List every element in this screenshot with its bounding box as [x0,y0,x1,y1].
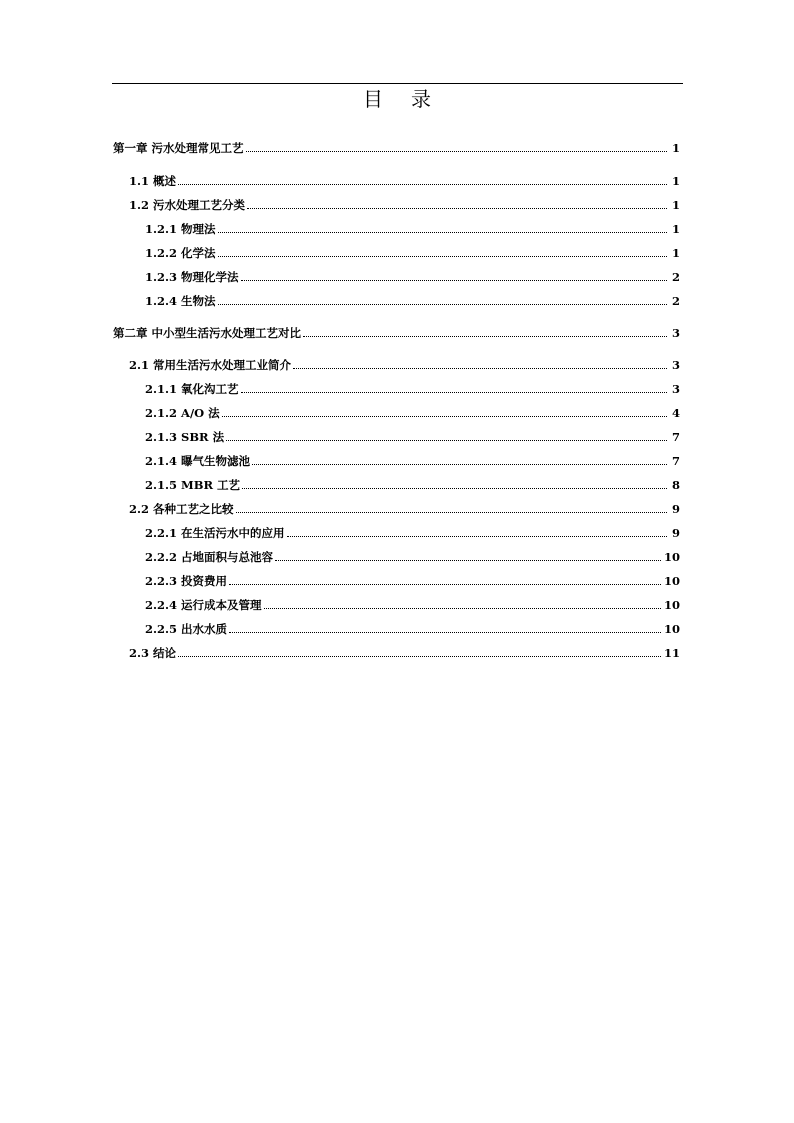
dot-leader [303,336,667,337]
toc-entry-page-number: 7 [671,454,680,468]
toc-entry-label: 第一章 污水处理常见工艺 [113,141,244,155]
title-char-2: 录 [411,87,431,111]
dot-leader [242,488,667,489]
toc-entry-page-number: 3 [671,382,680,396]
toc-entry[interactable] [145,621,680,637]
toc-entry-label: 1.2.2 化学法 [145,246,216,260]
toc-entry[interactable] [145,381,680,397]
toc-entry-page-number: 1 [671,246,680,260]
toc-entry-label: 2.2.5 出水水质 [145,622,228,636]
toc-entry-page-number: 8 [671,478,680,492]
toc-entry[interactable] [145,293,680,309]
toc-entry-label: 第二章 中小型生活污水处理工艺对比 [113,326,302,340]
dot-leader [218,232,667,233]
dot-leader [226,440,667,441]
toc-entry-label: 2.1.2 A/O 法 [145,406,220,420]
toc-entry[interactable] [145,405,680,421]
toc-entry-page-number: 3 [671,326,680,340]
toc-entry[interactable] [145,429,680,445]
dot-leader [246,151,667,152]
dot-leader [218,256,667,257]
toc-entry[interactable] [145,477,680,493]
title-char-1: 目 [363,87,383,111]
dot-leader [247,208,667,209]
toc-entry-label: 2.1 常用生活污水处理工业简介 [129,358,292,372]
toc-entry-label: 1.2.3 物理化学法 [145,270,239,284]
toc-entry-page-number: 3 [671,358,680,372]
dot-leader [236,512,667,513]
page-title [0,86,794,112]
toc-entry[interactable] [129,173,680,189]
toc-entry-page-number: 1 [671,174,680,188]
toc-entry-page-number: 9 [671,526,680,540]
dot-leader [241,392,667,393]
toc-entry-page-number: 10 [663,622,680,636]
toc-entry[interactable] [145,221,680,237]
dot-leader [229,632,661,633]
toc-entry[interactable] [129,645,680,661]
toc-entry-page-number: 4 [671,406,680,420]
dot-leader [178,184,667,185]
toc-entry-label: 1.2.4 生物法 [145,294,216,308]
dot-leader [229,584,661,585]
toc-entry-page-number: 10 [663,598,680,612]
toc-entry-label: 2.1.1 氧化沟工艺 [145,382,239,396]
toc-entry-label: 1.1 概述 [129,174,177,188]
toc-entry[interactable] [129,501,680,517]
toc-entry[interactable] [129,197,680,213]
toc-entry-page-number: 7 [671,430,680,444]
toc-entry-page-number: 1 [671,222,680,236]
toc-entry[interactable] [145,597,680,613]
toc-entry-page-number: 10 [663,550,680,564]
dot-leader [293,368,667,369]
toc-entry-label: 2.2.1 在生活污水中的应用 [145,526,285,540]
toc-entry-page-number: 10 [663,574,680,588]
toc-entry[interactable] [113,325,680,341]
toc-entry-page-number: 9 [671,502,680,516]
toc-entry-label: 2.2.4 运行成本及管理 [145,598,262,612]
toc-entry[interactable] [145,453,680,469]
toc-entry[interactable] [129,357,680,373]
toc-entry-page-number: 2 [671,270,680,284]
toc-entry-page-number: 1 [671,198,680,212]
toc-entry-label: 2.1.4 曝气生物滤池 [145,454,251,468]
toc-entry-label: 2.2.3 投资费用 [145,574,228,588]
toc-entry[interactable] [145,549,680,565]
toc-entry-label: 1.2 污水处理工艺分类 [129,198,246,212]
dot-leader [252,464,667,465]
toc-entry-label: 1.2.1 物理法 [145,222,216,236]
toc-entry[interactable] [145,573,680,589]
toc-entry[interactable] [145,269,680,285]
toc-entry-label: 2.3 结论 [129,646,177,660]
toc-entry-page-number: 2 [671,294,680,308]
toc-entry[interactable] [145,525,680,541]
header-rule [112,83,683,84]
toc-entry-label: 2.1.5 MBR 工艺 [145,478,241,492]
toc-entry-label: 2.1.3 SBR 法 [145,430,225,444]
dot-leader [275,560,661,561]
dot-leader [241,280,667,281]
toc-entry-page-number: 11 [663,646,680,660]
dot-leader [178,656,661,657]
toc-entry[interactable] [113,140,680,156]
toc-entry-label: 2.2.2 占地面积与总池容 [145,550,274,564]
toc-entry[interactable] [145,245,680,261]
dot-leader [287,536,667,537]
toc-entry-label: 2.2 各种工艺之比较 [129,502,234,516]
toc-entry-page-number: 1 [671,141,680,155]
dot-leader [264,608,661,609]
dot-leader [218,304,667,305]
dot-leader [222,416,667,417]
